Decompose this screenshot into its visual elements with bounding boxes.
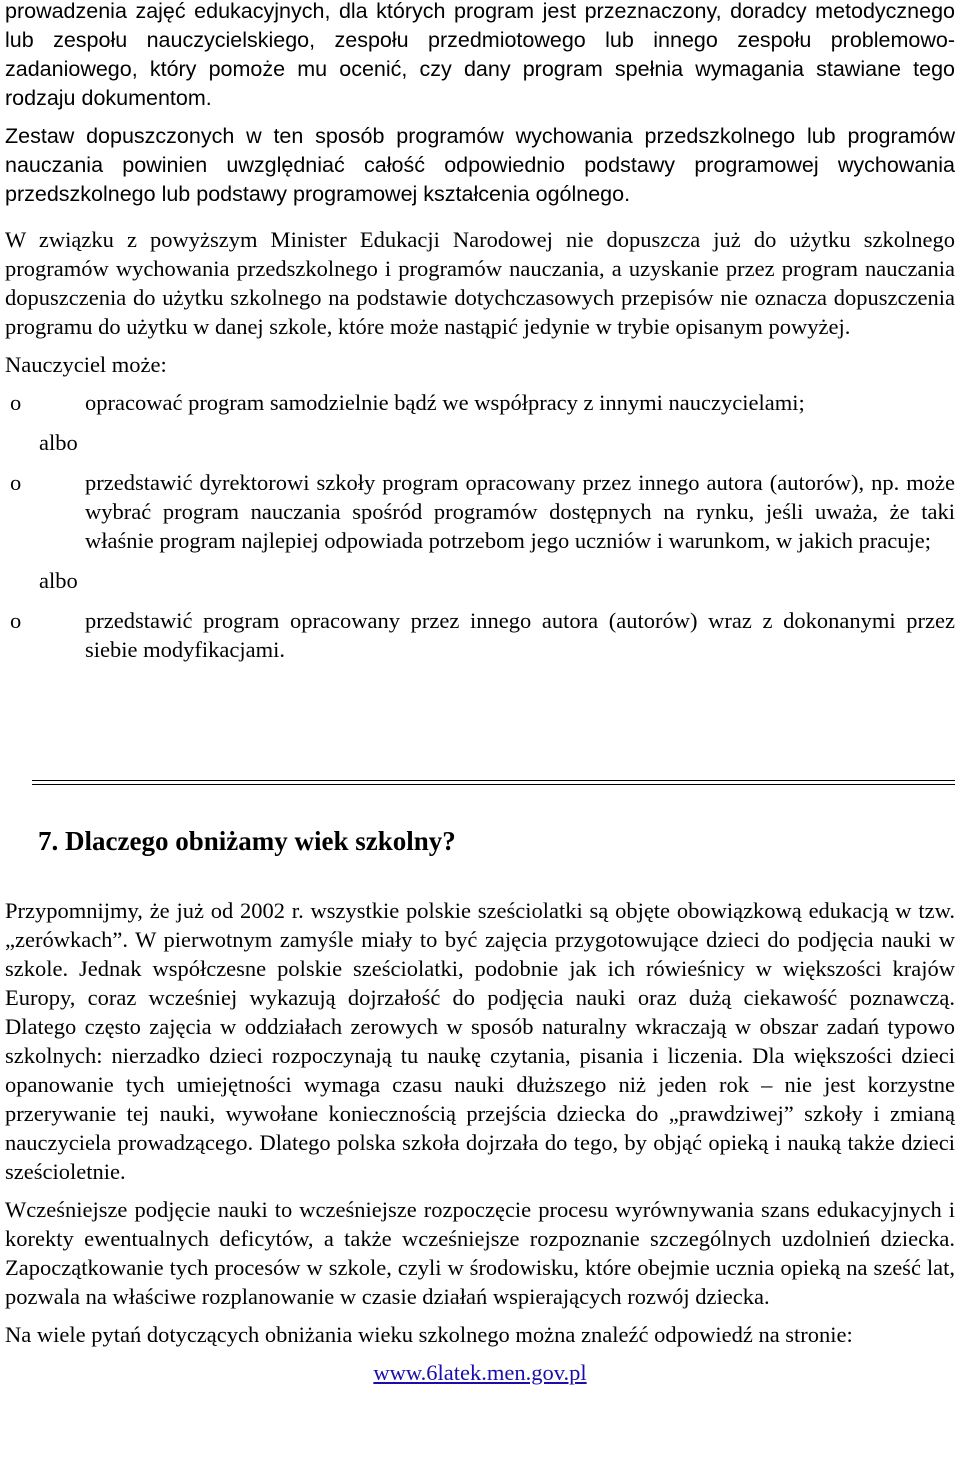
paragraph: W związku z powyższym Minister Edukacji Narodowej nie dopuszcza już do użytku szkolnego programów wychowania przedszkolnego i programów nauczania, a uzyskanie przez program nauczania dopuszczenia do użytku szkolnego na podstawie dotychczasowych przepisów nie oznacza dopuszczenia programu do użytku w danej szkole, które może nastąpić jedynie w trybie opisanym powyżej. — [5, 227, 955, 339]
list-intro: Nauczyciel może: — [5, 352, 167, 377]
paragraph: Wcześniejsze podjęcie nauki to wcześniejsze rozpoczęcie procesu wyrównywania szans edukacyjnych i korekty ewentualnych deficytów, a także wcześniejsze rozpoznanie szczególnych uzdolnień dziecka. Zapoczątkowanie tych procesów w szkole, czyli w środowisku, które obejmie ucznia opieką na sześć lat, pozwala na właściwe rozplanowanie w czasie działań wspierających rozwój dziecka. — [5, 1197, 955, 1309]
list-item — [10, 468, 955, 555]
list-item-text: przedstawić dyrektorowi szkoły program opracowany przez innego autora (autorów), np. może wybrać program nauczania spośród programów dostępnych na rynku, jeśli uważa, że taki właśnie program najlepiej odpowiada potrzebom jego uczniów i warunkom, w jakich pracuje; — [85, 470, 955, 553]
connector-albo: albo — [39, 430, 78, 455]
link-row — [5, 1358, 955, 1387]
paragraph: prowadzenia zajęć edukacyjnych, dla których program jest przeznaczony, doradcy metodycznego lub zespołu nauczycielskiego, zespołu przedmiotowego lub innego zespołu problemowo-zadaniowego, który pomoże mu ocenić, czy dany program spełnia wymagania stawiane tego rodzaju dokumentom. — [5, 0, 955, 110]
list-item — [10, 606, 955, 664]
bullet-icon: o — [10, 470, 22, 495]
section-heading: 7. Dlaczego obniżamy wiek szkolny? — [38, 826, 456, 856]
website-link[interactable]: www.6latek.men.gov.pl — [373, 1360, 587, 1385]
paragraph: Na wiele pytań dotyczących obniżania wieku szkolnego można znaleźć odpowiedź na stronie: — [5, 1322, 853, 1347]
connector-albo: albo — [39, 568, 78, 593]
list-item — [10, 388, 955, 417]
paragraph: Zestaw dopuszczonych w ten sposób programów wychowania przedszkolnego lub programów nauczania powinien uwzględniać całość odpowiednio podstawy programowej wychowania przedszkolnego lub podstawy programowej kształcenia ogólnego. — [5, 124, 955, 206]
options-list — [5, 388, 955, 664]
divider — [32, 784, 955, 785]
program-block — [5, 225, 955, 664]
list-item-text: opracować program samodzielnie bądź we współpracy z innymi nauczycielami; — [85, 390, 805, 415]
divider — [32, 780, 955, 781]
paragraph: Przypomnijmy, że już od 2002 r. wszystkie polskie sześciolatki są objęte obowiązkową edukacją w tzw. „zerówkach”. W pierwotnym zamyśle miały to być zajęcia przygotowujące dzieci do podjęcia nauki w szkole. Jednak współczesne polskie sześciolatki, podobnie jak ich rówieśnicy w większości krajów Europy, coraz wcześniej wykazują dojrzałość do podjęcia nauki oraz dużą ciekawość poznawczą. Dlatego często zajęcia w oddziałach zerowych w sposób naturalny wkraczają w obszar zadań typowo szkolnych: nierzadko dzieci rozpoczynają tu naukę czytania, pisania i liczenia. Dla większości dzieci opanowanie tych umiejętności wymaga czasu nauki dłuższego niż jeden rok – nie jest korzystne przerywanie tej nauki, wywołane koniecznością przejścia dziecka do „prawdziwej” szkoły i zmianą nauczyciela prowadzącego. Dlatego polska szkoła dojrzała do tego, by objąć opieką i nauką także dzieci sześcioletnie. — [5, 898, 955, 1184]
list-item-text: przedstawić program opracowany przez innego autora (autorów) wraz z dokonanymi przez siebie modyfikacjami. — [85, 608, 955, 662]
section-body — [5, 896, 955, 1387]
bullet-icon: o — [10, 390, 22, 415]
bullet-icon: o — [10, 608, 22, 633]
intro-block — [5, 0, 955, 209]
